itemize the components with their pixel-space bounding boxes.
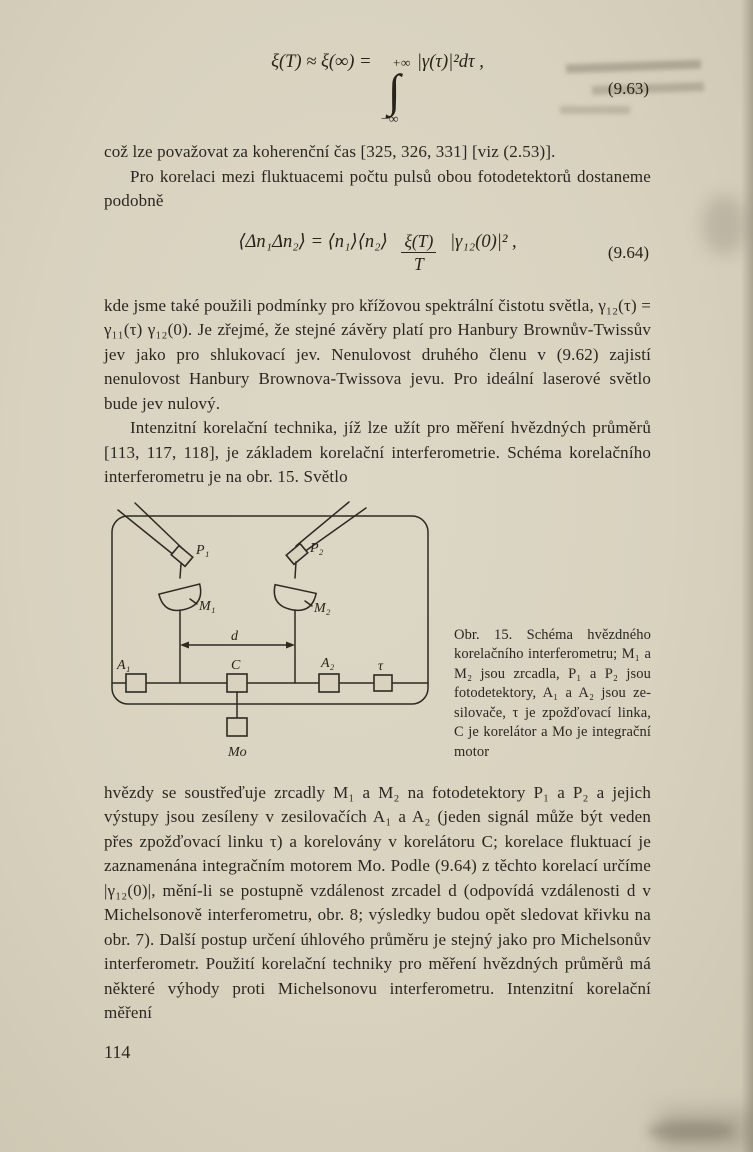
paragraph-intensity-technique: Intenzitní korelační technika, jíž lze užít pro měření hvězdných průměrů [113, 117, 118], je základem korelační interferometrie. Schéma korelačního interferometru je na obr. 15. Světlo [104, 418, 651, 486]
eq963-rhs: |γ(τ)|²dτ , [416, 52, 484, 72]
fraction [401, 231, 436, 274]
correlator-c-box [227, 674, 247, 692]
eq963-lhs: ξ(T) ≈ ξ(∞) = [271, 52, 372, 72]
page-number: 114 [104, 1042, 131, 1062]
arrowhead [180, 641, 189, 648]
integral-sign: ∫ [387, 65, 401, 116]
scan-edge-shadow [741, 0, 753, 1152]
eq964-rhs: |γ₁₂(0)|² , [449, 231, 517, 252]
equation-9-63 [104, 50, 651, 128]
fraction-denominator: T [414, 254, 424, 274]
paragraph-spectral-purity: kde jsme také použili podmínky pro křížovou spektrální čistotu světla, γ₁₂(τ) = γ₁₁(τ) γ₁₂(0). Je zřejmé, že stejné závěry platí pro Hanbury Brownův-Twissův jev jako pro shlukovací jev. Nenulovost druhého členu v (9.62) zajistí nenulovost Hanbury Brownova-Twissova jevu. Pro ideální laserové světlo bude jev nulový. [104, 295, 651, 413]
scan-smudge-bottom [648, 1122, 733, 1140]
motor-mo-box [227, 718, 247, 736]
photodetector-p2 [286, 543, 308, 564]
page-content [104, 0, 651, 1026]
eq964-lhs: ⟨Δn₁Δn₂⟩ = ⟨n₁⟩⟨n₂⟩ [238, 231, 388, 252]
fraction-numerator: ξ(T) [401, 231, 436, 253]
interferometer-diagram [104, 500, 439, 765]
amplifier-a2-box [319, 674, 339, 692]
equation-body [238, 231, 516, 274]
paragraph-coherence-time: což lze považovat za koherenční čas [325, 326, 331] [viz (2.53)]. [104, 142, 556, 161]
detector-stem [295, 562, 296, 578]
figure-caption: Obr. 15. Schéma hvězdného korelačního interferometru; M₁ a M₂ jsou zrcadla, P₁ a P₂ jsou fotodetektory, A₁ a A₂ jsou zesilovače, τ je zpožďovací linka, C je korelátor a Mo je integrační motor [454, 626, 651, 760]
label-mo: Mo [228, 744, 247, 760]
equation-number-964: (9.64) [607, 242, 649, 262]
label-p2: P₂ [310, 540, 324, 556]
label-a1: A₁ [117, 657, 131, 673]
figure-obr-15 [104, 500, 651, 765]
scan-corner-shadow [658, 1110, 753, 1152]
label-m2: M₂ [314, 600, 331, 616]
integral-with-limits [380, 55, 411, 126]
label-m1: M₁ [199, 598, 216, 614]
paragraph-correlation-intro: Pro korelaci mezi fluktuacemi počtu pulsů obou fotodetektorů dostaneme podobně [104, 166, 651, 210]
photodetector-p1 [171, 545, 193, 566]
label-p1: P₁ [196, 542, 210, 558]
label-a2: A₂ [321, 655, 335, 671]
integral-upper-limit: +∞ [392, 55, 411, 70]
mirror-m1 [159, 584, 205, 615]
delay-line-box [374, 675, 392, 691]
paragraph-method-description: hvězdy se soustřeďuje zrcadly M₁ a M₂ na fotodetektory P₁ a P₂ a jejich výstupy jsou zesíleny v zesilovačích A₁ a A₂ (jeden signál může být veden přes zpožďovací linku τ) a korelovány v korelátoru C; korelace fluktuací je zaznamenána integračním motorem Mo. Podle (9.64) z těchto korelací určíme |γ₁₂(0)|, mění-li se postupně vzdálenost zrcadel d (odpovídá vzdálenosti d v Michelsonově interferometru, obr. 8; výsledky budou opět sledovat křivku na obr. 7). Další postup určení úhlového průměru je stejný jako pro Michelsonův interferometr. Použití korelační techniky pro měření hvězdných průměrů má některé výhody proti Michelsonovu interferometru. Intenzitní korelační měření [104, 782, 651, 1022]
equation-number-963: (9.63) [607, 79, 649, 98]
mirror-m2 [271, 584, 316, 613]
equation-9-64 [104, 224, 651, 282]
detector-stem [180, 564, 181, 578]
label-c: C [231, 657, 241, 673]
label-d: d [231, 628, 238, 644]
label-leader [190, 599, 197, 604]
amplifier-a1-box [126, 674, 146, 692]
label-tau: τ [378, 658, 384, 674]
arrowhead [286, 641, 295, 648]
label-leader [305, 601, 312, 606]
integral-lower-limit: −∞ [380, 111, 399, 126]
scan-smudge-right [702, 195, 747, 255]
equation-body [271, 52, 484, 126]
